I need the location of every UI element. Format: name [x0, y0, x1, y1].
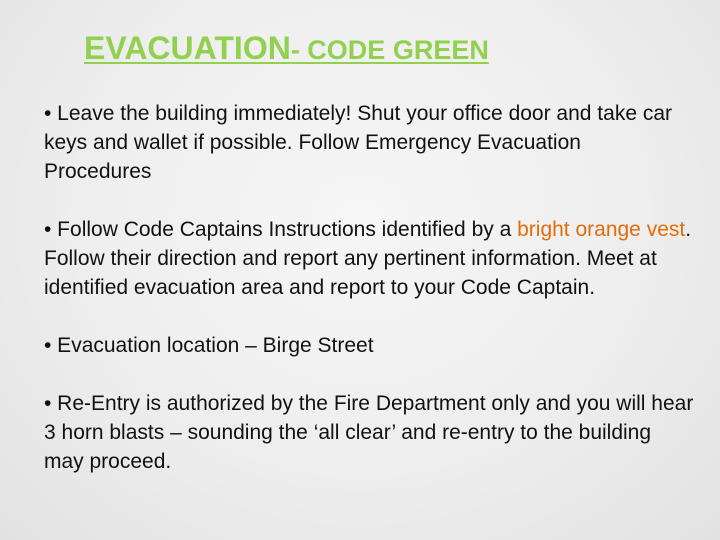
title-main: EVACUATION: [84, 30, 291, 66]
bullet-code-captains-text-1: • Follow Code Captains Instructions identified by a: [44, 218, 518, 241]
bullet-leave-building: • Leave the building immediately! Shut your office door and take car keys and wallet if possible. Follow Emergency Evacuation Procedures: [44, 102, 673, 183]
bullet-evacuation-location: • Evacuation location – Birge Street: [44, 334, 374, 357]
slide-title: [84, 28, 489, 70]
orange-vest-highlight: bright orange vest: [517, 218, 686, 241]
bullet-code-captains-text-2: . Follow their direction and report any pertinent information. Meet at identified evacuation area and report to your Code Captain.: [44, 218, 692, 299]
bullet-re-entry: • Re-Entry is authorized by the Fire Department only and you will hear 3 horn blasts – sounding the ‘all clear’ and re-entry to the building may proceed.: [44, 392, 694, 473]
bullet-list: [44, 99, 694, 476]
title-sub: - CODE GREEN: [290, 35, 489, 65]
bullet-code-captains: [44, 215, 694, 302]
